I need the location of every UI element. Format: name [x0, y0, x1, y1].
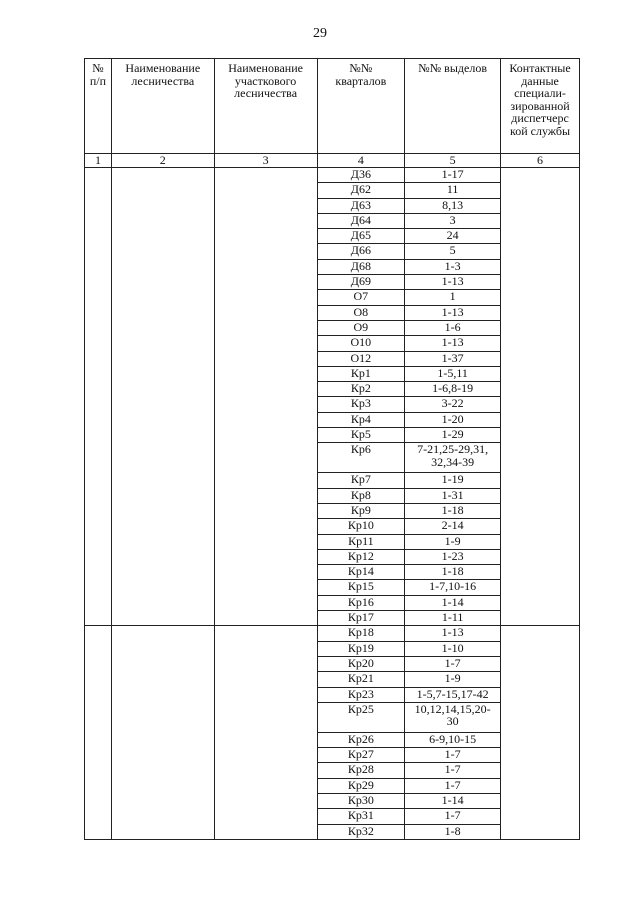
column-number: 2: [111, 154, 214, 168]
quarter-cell: Кр14: [317, 565, 405, 580]
quarter-cell: Кр9: [317, 503, 405, 518]
quarter-cell: Кр29: [317, 778, 405, 793]
forest-quarters-table: [84, 58, 580, 840]
header-line: зированной: [510, 98, 570, 113]
quarter-cell: Кр5: [317, 428, 405, 443]
quarter-cell: О12: [317, 351, 405, 366]
allotment-cell: 1: [405, 290, 501, 305]
quarter-cell: Кр30: [317, 793, 405, 808]
allotment-cell: 8,13: [405, 198, 501, 213]
header-contacts: [501, 59, 580, 154]
allotment-cell: 1-11: [405, 611, 501, 626]
header-line: Контактные: [509, 61, 571, 75]
allotment-cell: 1-7: [405, 748, 501, 763]
quarter-cell: Д69: [317, 275, 405, 290]
allotment-cell: 1-5,7-15,17-42: [405, 687, 501, 702]
allotment-cell: 1-8: [405, 824, 501, 839]
header-forestry: [111, 59, 214, 154]
allotment-cell: 1-3: [405, 259, 501, 274]
column-number: 1: [85, 154, 112, 168]
allotment-cell: 11: [405, 183, 501, 198]
empty-forestry-cell: [111, 626, 214, 840]
quarter-cell: Кр3: [317, 397, 405, 412]
quarter-cell: Кр26: [317, 732, 405, 747]
allotment-cell: 1-7: [405, 763, 501, 778]
quarter-cell: О7: [317, 290, 405, 305]
table-row: [85, 168, 580, 183]
quarter-cell: Д64: [317, 213, 405, 228]
quarter-cell: Кр1: [317, 366, 405, 381]
table-row: [85, 626, 580, 641]
allotment-cell: 1-31: [405, 488, 501, 503]
header-line: диспетчерс: [511, 111, 569, 126]
allotment-cell: 1-29: [405, 428, 501, 443]
allotment-cell: 1-5,11: [405, 366, 501, 381]
empty-number-cell: [85, 626, 112, 840]
quarter-cell: Д63: [317, 198, 405, 213]
quarter-cell: О8: [317, 305, 405, 320]
header-line: Наименование: [228, 61, 303, 75]
quarter-cell: Д62: [317, 183, 405, 198]
allotment-cell: 1-37: [405, 351, 501, 366]
allotment-cell: 1-9: [405, 672, 501, 687]
allotment-cell: 1-14: [405, 793, 501, 808]
quarter-cell: Кр23: [317, 687, 405, 702]
header-allotments: [405, 59, 501, 154]
quarter-cell: Кр15: [317, 580, 405, 595]
header-line: лесничества: [234, 86, 298, 101]
quarter-cell: Кр11: [317, 534, 405, 549]
allotment-cell: 1-13: [405, 336, 501, 351]
quarter-cell: Кр16: [317, 595, 405, 610]
quarter-cell: Кр31: [317, 809, 405, 824]
header-line: участкового: [234, 73, 297, 88]
page-number: 29: [313, 26, 327, 41]
empty-district-cell: [214, 626, 317, 840]
allotment-cell: 1-7: [405, 656, 501, 671]
header-number: [85, 59, 112, 154]
quarter-cell: Кр21: [317, 672, 405, 687]
allotment-cell: 1-7,10-16: [405, 580, 501, 595]
quarter-cell: Кр32: [317, 824, 405, 839]
allotment-cell: 7-21,25-29,31, 32,34-39: [405, 443, 501, 473]
header-line: №: [92, 61, 104, 75]
header-line: Наименование: [125, 61, 201, 75]
column-number: 4: [317, 154, 405, 168]
header-quarters: [317, 59, 405, 154]
allotment-cell: 1-19: [405, 473, 501, 488]
quarter-cell: Кр12: [317, 549, 405, 564]
quarter-cell: Кр18: [317, 626, 405, 641]
column-number: 6: [501, 154, 580, 168]
allotment-cell: 2-14: [405, 519, 501, 534]
empty-contacts-cell: [501, 626, 580, 840]
header-line: №№: [349, 61, 373, 75]
quarter-cell: Кр8: [317, 488, 405, 503]
allotment-cell: 10,12,14,15,20- 30: [405, 702, 501, 732]
quarter-cell: Кр7: [317, 473, 405, 488]
empty-district-cell: [214, 168, 317, 626]
quarter-cell: Д66: [317, 244, 405, 259]
allotment-cell: 1-13: [405, 626, 501, 641]
quarter-cell: Кр6: [317, 443, 405, 473]
allotment-cell: 1-20: [405, 412, 501, 427]
header-line: №№ выделов: [418, 61, 487, 75]
quarter-cell: Д36: [317, 168, 405, 183]
allotment-cell: 1-23: [405, 549, 501, 564]
allotment-cell: 1-13: [405, 305, 501, 320]
empty-forestry-cell: [111, 168, 214, 626]
empty-contacts-cell: [501, 168, 580, 626]
quarter-cell: Кр28: [317, 763, 405, 778]
allotment-cell: 1-9: [405, 534, 501, 549]
allotment-cell: 1-7: [405, 809, 501, 824]
quarter-cell: Д65: [317, 229, 405, 244]
allotment-cell: 1-6,8-19: [405, 382, 501, 397]
header-line: лесничества: [131, 73, 195, 88]
allotment-cell: 5: [405, 244, 501, 259]
allotment-cell: 1-17: [405, 168, 501, 183]
quarter-cell: Д68: [317, 259, 405, 274]
column-number: 5: [405, 154, 501, 168]
allotment-cell: 6-9,10-15: [405, 732, 501, 747]
allotment-cell: 3-22: [405, 397, 501, 412]
quarter-cell: О9: [317, 320, 405, 335]
allotment-cell: 1-6: [405, 320, 501, 335]
allotment-cell: 1-10: [405, 641, 501, 656]
allotment-cell: 1-13: [405, 275, 501, 290]
allotment-cell: 1-7: [405, 778, 501, 793]
allotment-cell: 24: [405, 229, 501, 244]
quarter-cell: О10: [317, 336, 405, 351]
header-line: кварталов: [335, 73, 387, 88]
allotment-cell: 3: [405, 213, 501, 228]
allotment-cell: 1-18: [405, 565, 501, 580]
allotment-cell: 1-18: [405, 503, 501, 518]
allotment-cell: 1-14: [405, 595, 501, 610]
quarter-cell: Кр27: [317, 748, 405, 763]
header-line: специали-: [514, 86, 566, 101]
header-district-forestry: [214, 59, 317, 154]
quarter-cell: Кр17: [317, 611, 405, 626]
quarter-cell: Кр2: [317, 382, 405, 397]
quarter-cell: Кр4: [317, 412, 405, 427]
header-line: кой службы: [509, 123, 571, 138]
empty-number-cell: [85, 168, 112, 626]
header-line: данные: [521, 73, 559, 88]
quarter-cell: Кр25: [317, 702, 405, 732]
header-line: п/п: [89, 73, 107, 88]
quarter-cell: Кр20: [317, 656, 405, 671]
quarter-cell: Кр19: [317, 641, 405, 656]
quarter-cell: Кр10: [317, 519, 405, 534]
column-number: 3: [214, 154, 317, 168]
